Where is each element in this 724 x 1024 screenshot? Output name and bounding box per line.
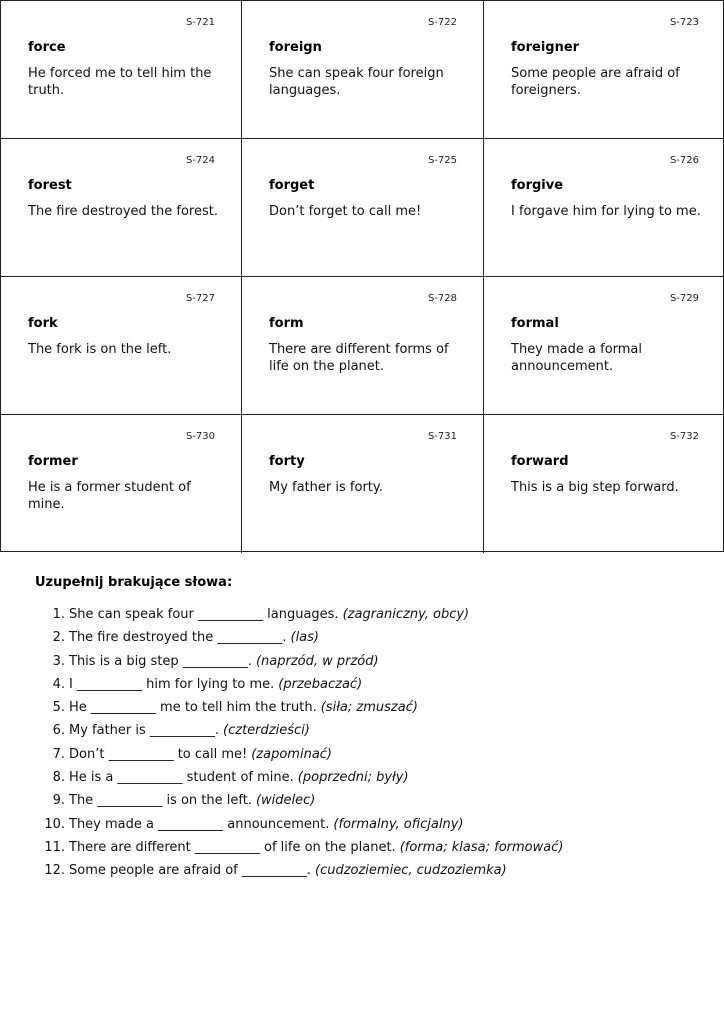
item-text: He __________ me to tell him the truth. bbox=[69, 700, 317, 716]
item-hint: (przebaczać) bbox=[278, 676, 363, 692]
flashcard bbox=[1, 415, 242, 553]
item-hint: (forma; klasa; formować) bbox=[399, 839, 564, 855]
card-sentence: She can speak four foreign languages. bbox=[269, 66, 444, 98]
exercise-item bbox=[35, 607, 563, 630]
item-number: 12. bbox=[44, 863, 65, 879]
card-code: S-725 bbox=[427, 155, 457, 166]
exercise-item bbox=[35, 654, 563, 677]
card-code: S-729 bbox=[669, 293, 699, 304]
item-text: Some people are afraid of __________. bbox=[69, 863, 311, 879]
card-code: S-722 bbox=[427, 17, 457, 28]
card-sentence: He is a former student of mine. bbox=[28, 480, 191, 512]
flashcard bbox=[484, 277, 724, 415]
item-hint: (zapominać) bbox=[251, 746, 333, 762]
item-number: 4. bbox=[52, 676, 65, 692]
exercise-item bbox=[35, 770, 563, 793]
exercise-item bbox=[35, 700, 563, 723]
item-text: I __________ him for lying to me. bbox=[69, 676, 275, 692]
item-text: He is a __________ student of mine. bbox=[69, 770, 294, 786]
card-word: forest bbox=[28, 178, 72, 193]
item-hint: (naprzód, w przód) bbox=[255, 653, 379, 669]
flashcard bbox=[484, 415, 724, 553]
card-code: S-730 bbox=[185, 431, 215, 442]
card-code: S-732 bbox=[669, 431, 699, 442]
card-word: foreigner bbox=[511, 40, 580, 55]
exercise-title: Uzupełnij brakujące słowa: bbox=[35, 575, 233, 590]
item-hint: (widelec) bbox=[255, 793, 316, 809]
item-text: The fire destroyed the __________. bbox=[69, 630, 287, 646]
item-text: She can speak four __________ languages. bbox=[69, 607, 339, 622]
item-text: Don’t __________ to call me! bbox=[69, 746, 248, 762]
card-sentence: The fire destroyed the forest. bbox=[28, 204, 218, 219]
flashcard bbox=[484, 1, 724, 139]
card-word: form bbox=[269, 316, 304, 331]
card-word: former bbox=[28, 454, 78, 469]
card-code: S-721 bbox=[185, 17, 215, 28]
item-number: 8. bbox=[52, 770, 65, 786]
card-word: forward bbox=[511, 454, 569, 469]
exercise-item bbox=[35, 677, 563, 700]
card-sentence: The fork is on the left. bbox=[28, 342, 172, 357]
item-text: There are different __________ of life on the planet. bbox=[69, 839, 396, 855]
flashcard bbox=[1, 277, 242, 415]
card-sentence: He forced me to tell him the truth. bbox=[28, 66, 212, 98]
item-number: 10. bbox=[44, 816, 65, 832]
flashcard bbox=[1, 1, 242, 139]
exercise-item bbox=[35, 863, 563, 886]
item-text: This is a big step __________. bbox=[69, 653, 252, 669]
item-number: 7. bbox=[52, 746, 65, 762]
card-word: fork bbox=[28, 316, 58, 331]
card-code: S-723 bbox=[669, 17, 699, 28]
item-hint: (siła; zmuszać) bbox=[320, 700, 418, 716]
card-sentence: There are different forms of life on the planet. bbox=[269, 342, 449, 374]
card-sentence: Some people are afraid of foreigners. bbox=[511, 66, 680, 98]
item-number: 6. bbox=[52, 723, 65, 739]
exercise-item bbox=[35, 793, 563, 816]
card-code: S-727 bbox=[185, 293, 215, 304]
item-text: The __________ is on the left. bbox=[69, 793, 252, 809]
item-number: 9. bbox=[52, 793, 65, 809]
item-number: 1. bbox=[52, 607, 65, 622]
flashcard bbox=[1, 139, 242, 277]
card-sentence: Don’t forget to call me! bbox=[269, 204, 422, 219]
card-code: S-726 bbox=[669, 155, 699, 166]
item-hint: (formalny, oficjalny) bbox=[333, 816, 464, 832]
exercise-list bbox=[35, 607, 563, 887]
item-hint: (czterdzieści) bbox=[223, 723, 310, 739]
item-number: 11. bbox=[44, 839, 65, 855]
card-sentence: I forgave him for lying to me. bbox=[511, 204, 701, 219]
card-sentence: They made a formal announcement. bbox=[511, 342, 643, 374]
item-number: 5. bbox=[52, 700, 65, 716]
card-code: S-724 bbox=[185, 155, 215, 166]
exercise-item bbox=[35, 630, 563, 653]
item-text: My father is __________. bbox=[69, 723, 220, 739]
card-code: S-731 bbox=[427, 431, 457, 442]
exercise-item bbox=[35, 723, 563, 746]
item-number: 3. bbox=[52, 653, 65, 669]
flashcard bbox=[242, 415, 484, 553]
card-code: S-728 bbox=[427, 293, 457, 304]
exercise-item bbox=[35, 840, 563, 863]
card-word: forgive bbox=[511, 178, 564, 193]
item-hint: (cudzoziemiec, cudzoziemka) bbox=[315, 863, 507, 879]
item-hint: (las) bbox=[290, 630, 319, 646]
flashcard bbox=[242, 1, 484, 139]
exercise-item bbox=[35, 747, 563, 770]
item-text: They made a __________ announcement. bbox=[69, 816, 330, 832]
flashcard bbox=[242, 139, 484, 277]
flashcard bbox=[242, 277, 484, 415]
card-word: forget bbox=[269, 178, 315, 193]
card-sentence: My father is forty. bbox=[269, 480, 383, 495]
card-word: foreign bbox=[269, 40, 322, 55]
item-hint: (zagraniczny, obcy) bbox=[342, 607, 470, 622]
item-hint: (poprzedni; były) bbox=[297, 770, 409, 786]
flashcard bbox=[484, 139, 724, 277]
card-sentence: This is a big step forward. bbox=[511, 480, 679, 495]
exercise-item bbox=[35, 817, 563, 840]
card-word: formal bbox=[511, 316, 559, 331]
card-word: forty bbox=[269, 454, 305, 469]
item-number: 2. bbox=[52, 630, 65, 646]
card-word: force bbox=[28, 40, 66, 55]
